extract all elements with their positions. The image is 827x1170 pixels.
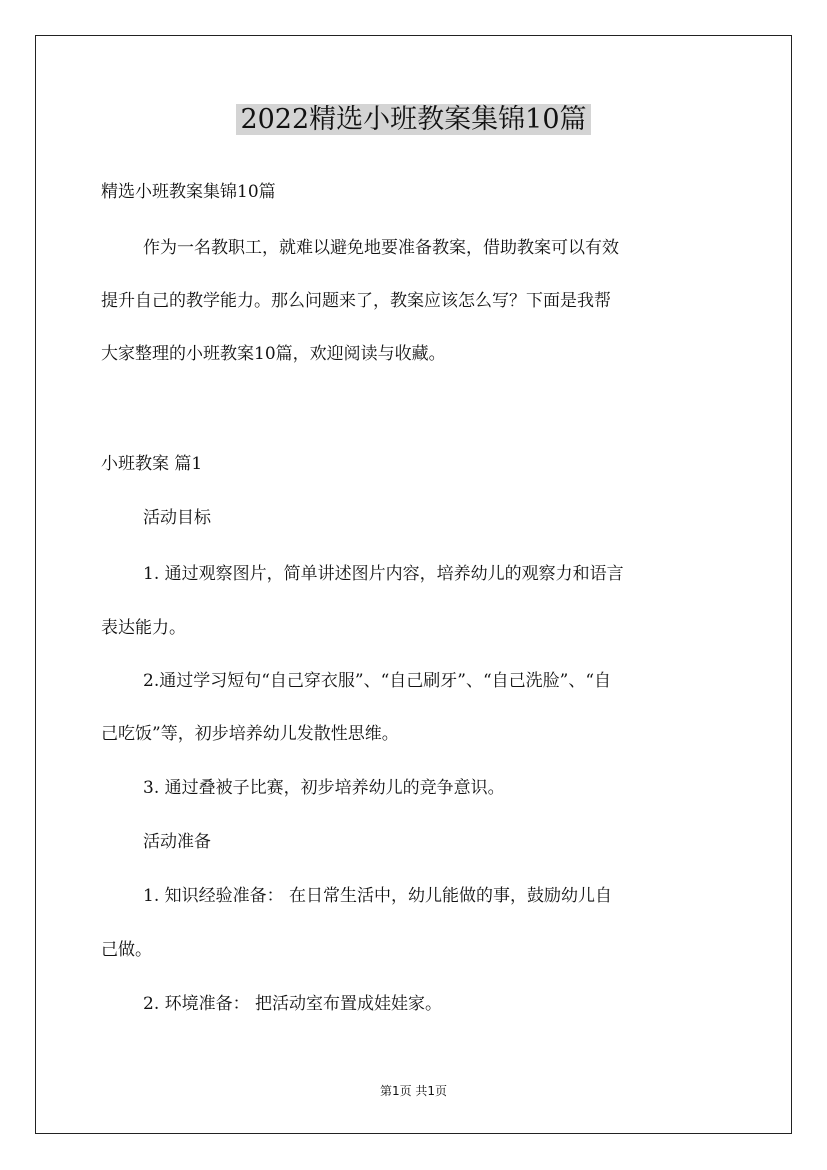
document-subtitle: 精选小班教案集锦10篇 <box>101 182 276 202</box>
document-title-text: 2022精选小班教案集锦10篇 <box>236 104 590 135</box>
document-title <box>0 100 827 140</box>
goal-3: 3. 通过叠被子比赛，初步培养幼儿的竞争意识。 <box>143 778 505 798</box>
intro-line-3: 大家整理的小班教案10篇，欢迎阅读与收藏。 <box>101 344 446 364</box>
goal-2-line-1: 2.通过学习短句“自己穿衣服”、“自己刷牙”、“自己洗脸”、“自 <box>143 671 612 691</box>
goal-1-line-1: 1. 通过观察图片，简单讲述图片内容，培养幼儿的观察力和语言 <box>143 564 624 584</box>
page-footer: 第1页 共1页 <box>379 1084 448 1098</box>
goal-heading: 活动目标 <box>143 508 211 528</box>
prep-1-line-2: 己做。 <box>101 940 152 960</box>
intro-line-2: 提升自己的教学能力。那么问题来了，教案应该怎么写？下面是我帮 <box>101 291 611 311</box>
intro-line-1: 作为一名教职工，就难以避免地要准备教案，借助教案可以有效 <box>143 238 619 258</box>
section-title: 小班教案 篇1 <box>101 454 203 474</box>
prep-2: 2. 环境准备： 把活动室布置成娃娃家。 <box>143 994 443 1014</box>
prep-heading: 活动准备 <box>143 832 211 852</box>
goal-2-line-2: 己吃饭”等，初步培养幼儿发散性思维。 <box>101 724 399 744</box>
goal-1-line-2: 表达能力。 <box>101 618 186 638</box>
prep-1-line-1: 1. 知识经验准备： 在日常生活中，幼儿能做的事，鼓励幼儿自 <box>143 886 613 906</box>
